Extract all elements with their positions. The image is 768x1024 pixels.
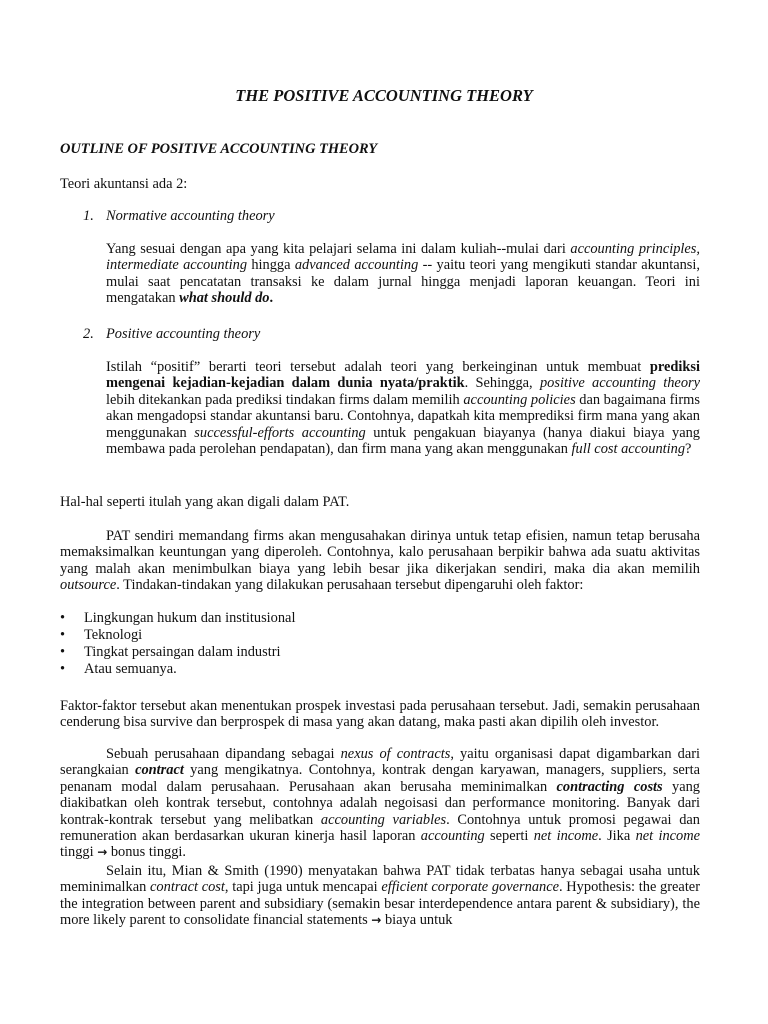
text-run-italic: accounting (420, 828, 485, 845)
text-run-italic: accounting variables (320, 811, 447, 828)
text-run-bold-italic: contracting costs (556, 778, 663, 795)
text-run: dan bagaimana firms akan mengadopsi standar akuntansi baru. Contohnya, dapatkah kita memprediksi firm mana yang akan menggunakan (106, 391, 700, 441)
text-run-italic: net income (635, 828, 701, 845)
text-run-italic: net income (533, 828, 599, 845)
bullet-icon: • (60, 610, 66, 626)
text-run: yang mengikatnya. Contohnya, kontrak dengan karyawan, managers, suppliers, serta penanam modal dalam perusahaan. Perusahaan akan berusaha meminimalkan (60, 762, 700, 795)
bullet-icon: • (60, 661, 66, 677)
list-label: Positive accounting theory (106, 326, 261, 342)
list-item-label: Tingkat persaingan dalam industri (84, 644, 281, 660)
text-run-bold-italic: contract (135, 762, 184, 779)
list-number: 1. (83, 208, 94, 224)
outline-heading: OUTLINE OF POSITIVE ACCOUNTING THEORY (60, 141, 378, 157)
bullet-icon: • (60, 627, 66, 643)
text-run: , yaitu organisasi dapat digambarkan dari serangkaian (60, 746, 700, 779)
paragraph-pat-efficiency (60, 528, 700, 594)
text-run-italic: accounting principles, intermediate accounting (106, 241, 700, 274)
text-run-bold-italic: what should do (179, 290, 270, 307)
text-run: . Hypothesis: the greater the integration between parent and subsidiary (semakin besar interdependence antara parent & subsidiary), the more likely parent to consolidate financial statements (60, 879, 700, 929)
list-item-label: Lingkungan hukum dan institusional (84, 610, 296, 626)
list-item (60, 627, 295, 644)
text-run-italic: accounting policies (463, 391, 576, 408)
paragraph-nexus-of-contracts (60, 746, 700, 861)
teori-intro: Teori akuntansi ada 2: (60, 176, 188, 192)
list-item (60, 610, 295, 627)
list-item-positive (83, 326, 260, 342)
text-run: . Jika (598, 828, 636, 845)
list-number: 2. (83, 326, 94, 342)
text-run: . Tindakan-tindakan yang dilakukan perusahaan tersebut dipengaruhi oleh faktor: (116, 577, 584, 594)
text-run: bonus tinggi. (107, 844, 187, 861)
text-run: PAT sendiri memandang firms akan mengusahakan dirinya untuk tetap efisien, namun tetap berusaha memaksimalkan keuntungan yang diperoleh. Contohnya, kalo perusahaan berpikir bahwa ada suatu aktivitas yang malah akan menimbulkan biaya yang lebih besar jika dikerjakan sendiri, maka dia akan memilih (60, 528, 700, 577)
text-run: Sebuah perusahaan dipandang sebagai (106, 746, 341, 762)
pat-summary-line: Hal-hal seperti itulah yang akan digali dalam PAT. (60, 494, 350, 510)
text-run: hingga (247, 257, 295, 274)
text-run: lebih ditekankan pada prediksi tindakan firms dalam memilih (106, 391, 464, 408)
text-run-italic: outsource (60, 577, 117, 594)
text-run: yaitu teori yang mengikuti standar akuntansi, mulai saat pencatatan transaksi ke dalam jurnal hingga menjadi laporan keuangan. Teori ini mengatakan (106, 257, 700, 307)
text-run: untuk pengakuan biayanya (hanya diakui biaya yang membawa pada perolehan pendapatan), dan firm mana yang akan menggunakan (106, 424, 701, 458)
list-item-label: Atau semuanya. (84, 661, 177, 677)
list-label: Normative accounting theory (106, 208, 275, 224)
text-run: biaya untuk (381, 912, 453, 929)
text-run: . Contohnya untuk promosi pegawai dan remuneration akan berdasarkan ukuran kinerja hasil laporan (60, 811, 700, 845)
paragraph-normative (106, 241, 700, 307)
list-item (60, 661, 295, 678)
text-run: tinggi (60, 844, 98, 861)
text-run: , tapi juga untuk mencapai (224, 879, 382, 896)
factor-list (60, 610, 295, 678)
text-run: seperti (484, 828, 534, 845)
paragraph-positive (106, 359, 700, 457)
text-run-bold: prediksi mengenai kejadian-kejadian dalam dunia nyata/praktik (106, 359, 700, 392)
text-run-italic: contract cost (150, 879, 225, 896)
text-run: Selain itu, Mian & Smith (1990) menyatakan bahwa PAT tidak terbatas hanya sebagai usaha untuk meminimalkan (60, 863, 700, 896)
text-run-italic: positive accounting theory (539, 375, 700, 392)
text-run-italic: nexus of contracts (340, 746, 451, 762)
text-run: Istilah “positif” berarti teori tersebut adalah teori yang berkeinginan untuk membuat (106, 359, 650, 375)
text-run-italic: full cost accounting (571, 441, 686, 458)
bullet-icon: • (60, 644, 66, 660)
text-run: ? (685, 441, 692, 458)
text-run-italic: successful-efforts accounting (194, 424, 366, 441)
list-item (60, 644, 295, 661)
text-run: Yang sesuai dengan apa yang kita pelajari selama ini dalam kuliah--mulai dari (106, 241, 571, 257)
list-item-label: Teknologi (84, 627, 143, 643)
text-run-italic: efficient corporate governance (381, 879, 559, 896)
paragraph-investment-prospect: Faktor-faktor tersebut akan menentukan prospek investasi pada perusahaan tersebut. Jadi, semakin perusahaan cenderung bisa survive dan berprospek di masa yang akan datang, maka pasti akan dipilih oleh investor. (60, 698, 700, 731)
text-run: yang diakibatkan oleh kontrak tersebut, contohnya adalah negoisasi dan performance monitoring. Banyak dari kontrak-kontrak tersebut yang melibatkan (60, 778, 701, 828)
arrow-right-icon: → (371, 913, 382, 928)
paragraph-mian-smith (60, 863, 700, 929)
list-item-normative (83, 208, 275, 224)
document-title: THE POSITIVE ACCOUNTING THEORY (235, 86, 533, 105)
text-run: . Sehingga, (464, 375, 540, 392)
text-run-bold: . (269, 290, 274, 307)
arrow-right-icon: → (97, 845, 108, 860)
text-run-italic: advanced accounting -- (294, 257, 433, 274)
